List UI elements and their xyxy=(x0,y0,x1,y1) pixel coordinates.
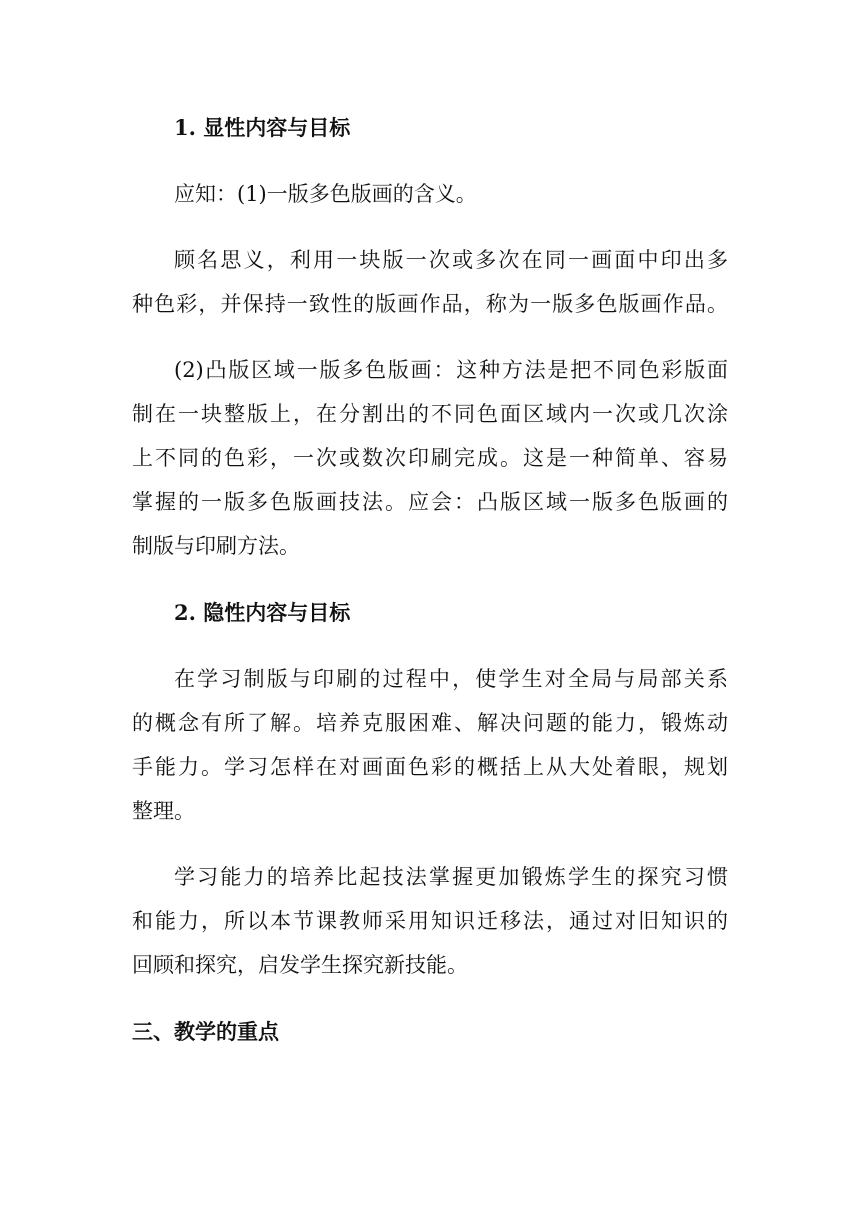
paragraph-line: 种色彩，并保持一致性的版画作品，称为一版多色版画作品。 xyxy=(132,292,728,316)
paragraph-line: 应知：(1)一版多色版画的含义。 xyxy=(174,182,477,206)
paragraph-line: (2)凸版区域一版多色版画：这种方法是把不同色彩版面 xyxy=(174,358,728,382)
paragraph-line: 制在一块整版上，在分割出的不同色面区域内一次或几次涂 xyxy=(132,402,728,426)
paragraph-line: 制版与印刷方法。 xyxy=(132,534,300,558)
paragraph-line: 的概念有所了解。培养克服困难、解决问题的能力，锻炼动 xyxy=(132,711,728,735)
paragraph-line: 整理。 xyxy=(132,799,195,823)
section-heading-1: 1. 显性内容与目标 xyxy=(174,115,351,140)
paragraph-line: 上不同的色彩，一次或数次印刷完成。这是一种简单、容易 xyxy=(132,446,728,470)
paragraph-line: 顾名思义，利用一块版一次或多次在同一画面中印出多 xyxy=(174,248,728,272)
paragraph-line: 掌握的一版多色版画技法。应会：凸版区域一版多色版画的 xyxy=(132,490,728,514)
section-heading-3: 三、教学的重点 xyxy=(132,1019,279,1044)
paragraph-line: 学习能力的培养比起技法掌握更加锻炼学生的探究习惯 xyxy=(174,865,728,889)
paragraph-line: 和能力，所以本节课教师采用知识迁移法，通过对旧知识的 xyxy=(132,909,728,933)
paragraph-line: 手能力。学习怎样在对画面色彩的概括上从大处着眼，规划 xyxy=(132,755,728,779)
paragraph-line: 回顾和探究，启发学生探究新技能。 xyxy=(132,953,468,977)
section-heading-2: 2. 隐性内容与目标 xyxy=(174,600,351,625)
paragraph-line: 在学习制版与印刷的过程中，使学生对全局与局部关系 xyxy=(174,667,728,691)
